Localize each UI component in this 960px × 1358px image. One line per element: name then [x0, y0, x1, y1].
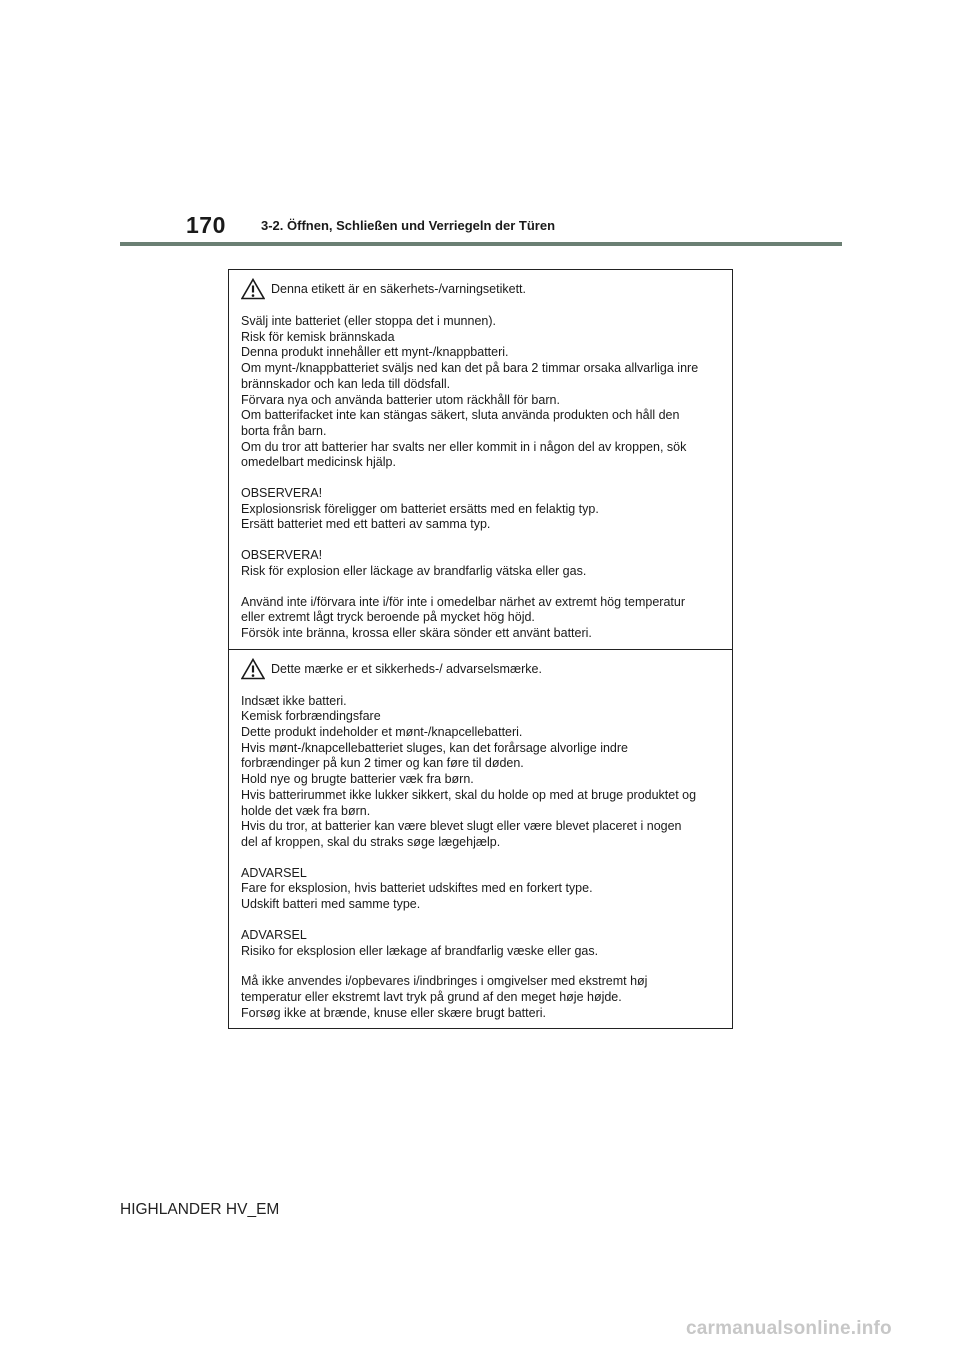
text-line: Må ikke anvendes i/opbevares i/indbringes i omgivelser med ekstremt høj — [241, 974, 648, 989]
text-line: holde det væk fra børn. — [241, 803, 371, 818]
text-line: Hold nye og brugte batterier væk fra børn. — [241, 772, 474, 787]
swedish-paragraph — [241, 486, 724, 533]
text-line: Udskift batteri med samme type. — [241, 897, 421, 912]
watermark: carmanualsonline.info — [686, 1318, 892, 1339]
header-divider — [120, 242, 842, 246]
text-line: OBSERVERA! — [241, 548, 323, 563]
footer-model-code: HIGHLANDER HV_EM — [120, 1201, 280, 1218]
battery-warning-label — [228, 269, 733, 1029]
danish-paragraph — [241, 866, 724, 913]
text-line: brännskador och kan leda till dödsfall. — [241, 376, 451, 391]
warning-triangle-icon — [241, 658, 265, 680]
swedish-heading-row — [241, 278, 724, 300]
text-line: OBSERVERA! — [241, 486, 323, 501]
danish-paragraph — [241, 928, 724, 959]
text-line: ADVARSEL — [241, 927, 307, 942]
text-line: Förvara nya och använda batterier utom räckhåll för barn. — [241, 392, 560, 407]
swedish-paragraph — [241, 314, 724, 471]
text-line: omedelbart medicinsk hjälp. — [241, 455, 396, 470]
danish-warning-section — [229, 650, 732, 1029]
text-line: Hvis du tror, at batterier kan være blevet slugt eller være blevet placeret i nogen — [241, 819, 682, 834]
page-number: 170 — [186, 212, 226, 238]
text-line: Forsøg ikke at brænde, knuse eller skære brugt batteri. — [241, 1005, 546, 1020]
text-line: Försök inte bränna, krossa eller skära sönder ett använt batteri. — [241, 625, 592, 640]
text-line: Denna produkt innehåller ett mynt-/knappbatteri. — [241, 345, 509, 360]
danish-paragraph — [241, 694, 724, 851]
text-line: Indsæt ikke batteri. — [241, 693, 347, 708]
danish-paragraph — [241, 974, 724, 1021]
text-line: Risiko for eksplosion eller lækage af brandfarlig væske eller gas. — [241, 943, 599, 958]
text-line: Svälj inte batteriet (eller stoppa det i munnen). — [241, 314, 496, 328]
text-line: Använd inte i/förvara inte i/för inte i omedelbar närhet av extremt hög temperatur — [241, 594, 685, 609]
text-line: forbrændinger på kun 2 timer og kan føre til døden. — [241, 756, 524, 771]
text-line: Explosionsrisk föreligger om batteriet ersätts med en felaktig typ. — [241, 501, 599, 516]
text-line: Risk för explosion eller läckage av brandfarlig vätska eller gas. — [241, 563, 587, 578]
text-line: borta från barn. — [241, 423, 327, 438]
section-title: 3-2. Öffnen, Schließen und Verriegeln der Türen — [261, 218, 556, 233]
text-line: temperatur eller ekstremt lavt tryk på grund af den meget høje højde. — [241, 989, 622, 1004]
text-line: Hvis batterirummet ikke lukker sikkert, skal du holde op med at bruge produktet og — [241, 787, 697, 802]
text-line: Hvis mønt-/knapcellebatteriet sluges, kan det forårsage alvorlige indre — [241, 740, 628, 755]
text-line: Ersätt batteriet med ett batteri av samma typ. — [241, 517, 491, 532]
text-line: Dette produkt indeholder et mønt-/knapcellebatteri. — [241, 725, 523, 740]
swedish-paragraph — [241, 548, 724, 579]
text-line: Om mynt-/knappbatteriet sväljs ned kan det på bara 2 timmar orsaka allvarliga inre — [241, 361, 699, 376]
warning-triangle-icon — [241, 278, 265, 300]
text-line: Om du tror att batterier har svalts ner eller kommit in i någon del av kroppen, sök — [241, 439, 687, 454]
text-line: eller extremt lågt tryck beroende på mycket hög höjd. — [241, 610, 535, 625]
swedish-heading: Denna etikett är en säkerhets-/varningsetikett. — [271, 282, 526, 296]
text-line: del af kroppen, skal du straks søge lægehjælp. — [241, 834, 501, 849]
text-line: Om batterifacket inte kan stängas säkert, sluta använda produkten och håll den — [241, 408, 680, 423]
swedish-paragraph — [241, 595, 724, 642]
danish-heading-row — [241, 658, 724, 680]
text-line: Risk för kemisk brännskada — [241, 329, 395, 344]
danish-heading: Dette mærke er et sikkerheds-/ advarselsmærke. — [271, 661, 542, 676]
swedish-warning-section — [229, 270, 732, 650]
text-line: Kemisk forbrændingsfare — [241, 709, 381, 724]
text-line: ADVARSEL — [241, 865, 307, 880]
text-line: Fare for eksplosion, hvis batteriet udskiftes med en forkert type. — [241, 881, 593, 896]
